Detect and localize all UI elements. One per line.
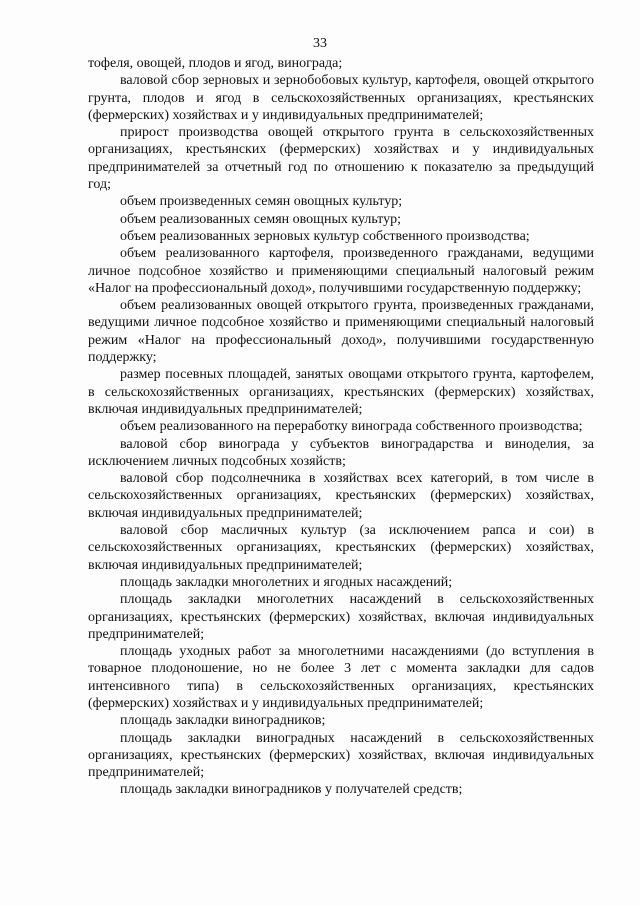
body-text <box>88 55 594 799</box>
paragraph: размер посевных площадей, занятых овощами открытого грунта, картофелем, в сельскохозяйственных организациях, крестьянских (фермерских) хозяйствах, включая индивидуальных предпринимателей; <box>88 367 594 417</box>
paragraph: площадь уходных работ за многолетними насаждениями (до вступления в товарное плодоношение, но не более 3 лет с момента закладки для садов интенсивного типа) в сельскохозяйственных организациях, крестьянских (фермерских) хозяйствах и у индивидуальных предпринимателей; <box>88 644 594 711</box>
paragraph: валовой сбор винограда у субъектов виноградарства и виноделия, за исключением личных подсобных хозяйств; <box>88 436 594 469</box>
paragraph: площадь закладки виноградников; <box>120 713 326 729</box>
paragraph: прирост производства овощей открытого грунта в сельскохозяйственных организациях, крестьянских (фермерских) хозяйствах и у индивидуальных предпринимателей за отчетный год по отношению к показателю за предыдущий год; <box>88 125 594 193</box>
paragraph: площадь закладки многолетних насаждений в сельскохозяйственных организациях, крестьянских (фермерских) хозяйствах, включая индивидуальных предпринимателей; <box>88 592 594 642</box>
paragraph: валовой сбор подсолнечника в хозяйствах всех категорий, в том числе в сельскохозяйственных организациях, крестьянских (фермерских) хозяйствах, включая индивидуальных предпринимателей; <box>88 471 594 521</box>
paragraph: тофеля, овощей, плодов и ягод, винограда; <box>88 56 343 71</box>
paragraph: валовой сбор зерновых и зернобобовых культур, картофеля, овощей открытого грунта, плодов и ягод в сельскохозяйственных организациях, крестьянских (фермерских) хозяйствах и у индивидуальных предпринимателей; <box>88 73 594 123</box>
paragraph: объем произведенных семян овощных культур; <box>120 194 403 210</box>
paragraph: объем реализованного картофеля, произведенного гражданами, ведущими личное подсобное хозяйство и применяющими специальный налоговый режим «Налог на профессиональный доход», получившими государственную поддержку; <box>88 246 594 296</box>
paragraph: объем реализованных семян овощных культур; <box>120 211 401 227</box>
paragraph: объем реализованных овощей открытого грунта, произведенных гражданами, ведущими личное подсобное хозяйство и применяющими специальный налоговый режим «Налог на профессиональный доход», получившими государственную поддержку; <box>88 298 594 366</box>
paragraph: объем реализованного на переработку винограда собственного производства; <box>120 419 583 435</box>
paragraph: объем реализованных зерновых культур собственного производства; <box>120 228 530 244</box>
page-number: 33 <box>313 36 327 51</box>
paragraph: площадь закладки многолетних и ягодных насаждений; <box>120 574 453 590</box>
paragraph: площадь закладки виноградников у получателей средств; <box>120 782 463 798</box>
paragraph: площадь закладки виноградных насаждений в сельскохозяйственных организациях, крестьянских (фермерских) хозяйствах, включая индивидуальных предпринимателей; <box>88 730 594 781</box>
paragraph: валовой сбор масличных культур (за исключением рапса и сои) в сельскохозяйственных организациях, крестьянских (фермерских) хозяйствах, включая индивидуальных предпринимателей; <box>88 523 594 573</box>
